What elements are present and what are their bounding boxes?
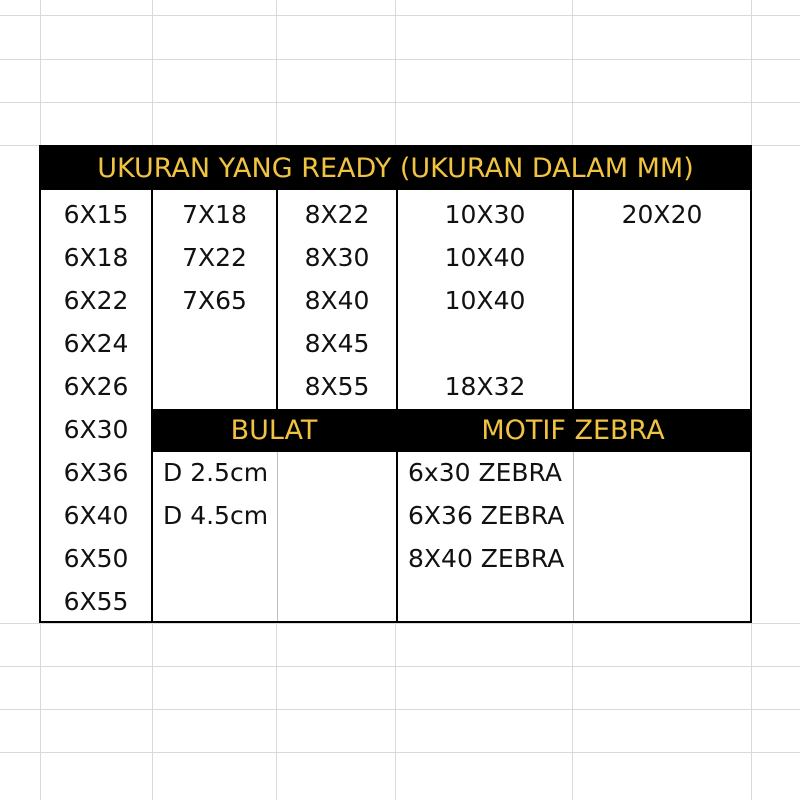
- cell-divider: [277, 452, 278, 621]
- bulat-item: D 4.5cm: [163, 501, 269, 530]
- size-cell: 6X24: [63, 329, 129, 358]
- size-cell: 6X36: [63, 458, 129, 487]
- bulat-title: BULAT: [152, 409, 396, 452]
- grid-row-line: [0, 623, 800, 624]
- grid-row-line: [0, 15, 800, 16]
- grid-row-line: [0, 59, 800, 60]
- size-cell: 6X26: [63, 372, 129, 401]
- cell-divider: [573, 452, 574, 621]
- size-cell: 8X40: [304, 286, 370, 315]
- size-cell: 6X30: [63, 415, 129, 444]
- zebra-item: 6X36 ZEBRA: [408, 501, 565, 530]
- grid-row-line: [0, 752, 800, 753]
- size-cell: 10X40: [444, 243, 526, 272]
- grid-row-line: [0, 709, 800, 710]
- bulat-item: D 2.5cm: [163, 458, 269, 487]
- size-cell: 6X50: [63, 544, 129, 573]
- zebra-item: 8X40 ZEBRA: [408, 544, 565, 573]
- size-cell: 6X40: [63, 501, 129, 530]
- zebra-item: 6x30 ZEBRA: [408, 458, 562, 487]
- size-cell: 20X20: [621, 200, 703, 229]
- size-cell: 10X40: [444, 286, 526, 315]
- size-cell: 8X22: [304, 200, 370, 229]
- size-cell: 6X22: [63, 286, 129, 315]
- zebra-title: MOTIF ZEBRA: [396, 409, 750, 452]
- size-cell: 7X18: [182, 200, 247, 229]
- size-cell: 10X30: [444, 200, 526, 229]
- size-cell: 18X32: [444, 372, 526, 401]
- table-title: UKURAN YANG READY (UKURAN DALAM MM): [41, 147, 750, 190]
- grid-row-line: [0, 102, 800, 103]
- grid-row-line: [0, 666, 800, 667]
- size-cell: 7X65: [182, 286, 247, 315]
- size-cell: 7X22: [182, 243, 247, 272]
- size-cell: 6X15: [63, 200, 129, 229]
- size-cell: 6X55: [63, 587, 129, 616]
- size-cell: 8X45: [304, 329, 370, 358]
- size-table: [39, 145, 752, 623]
- size-cell: 8X30: [304, 243, 370, 272]
- size-cell: 8X55: [304, 372, 370, 401]
- size-cell: 6X18: [63, 243, 129, 272]
